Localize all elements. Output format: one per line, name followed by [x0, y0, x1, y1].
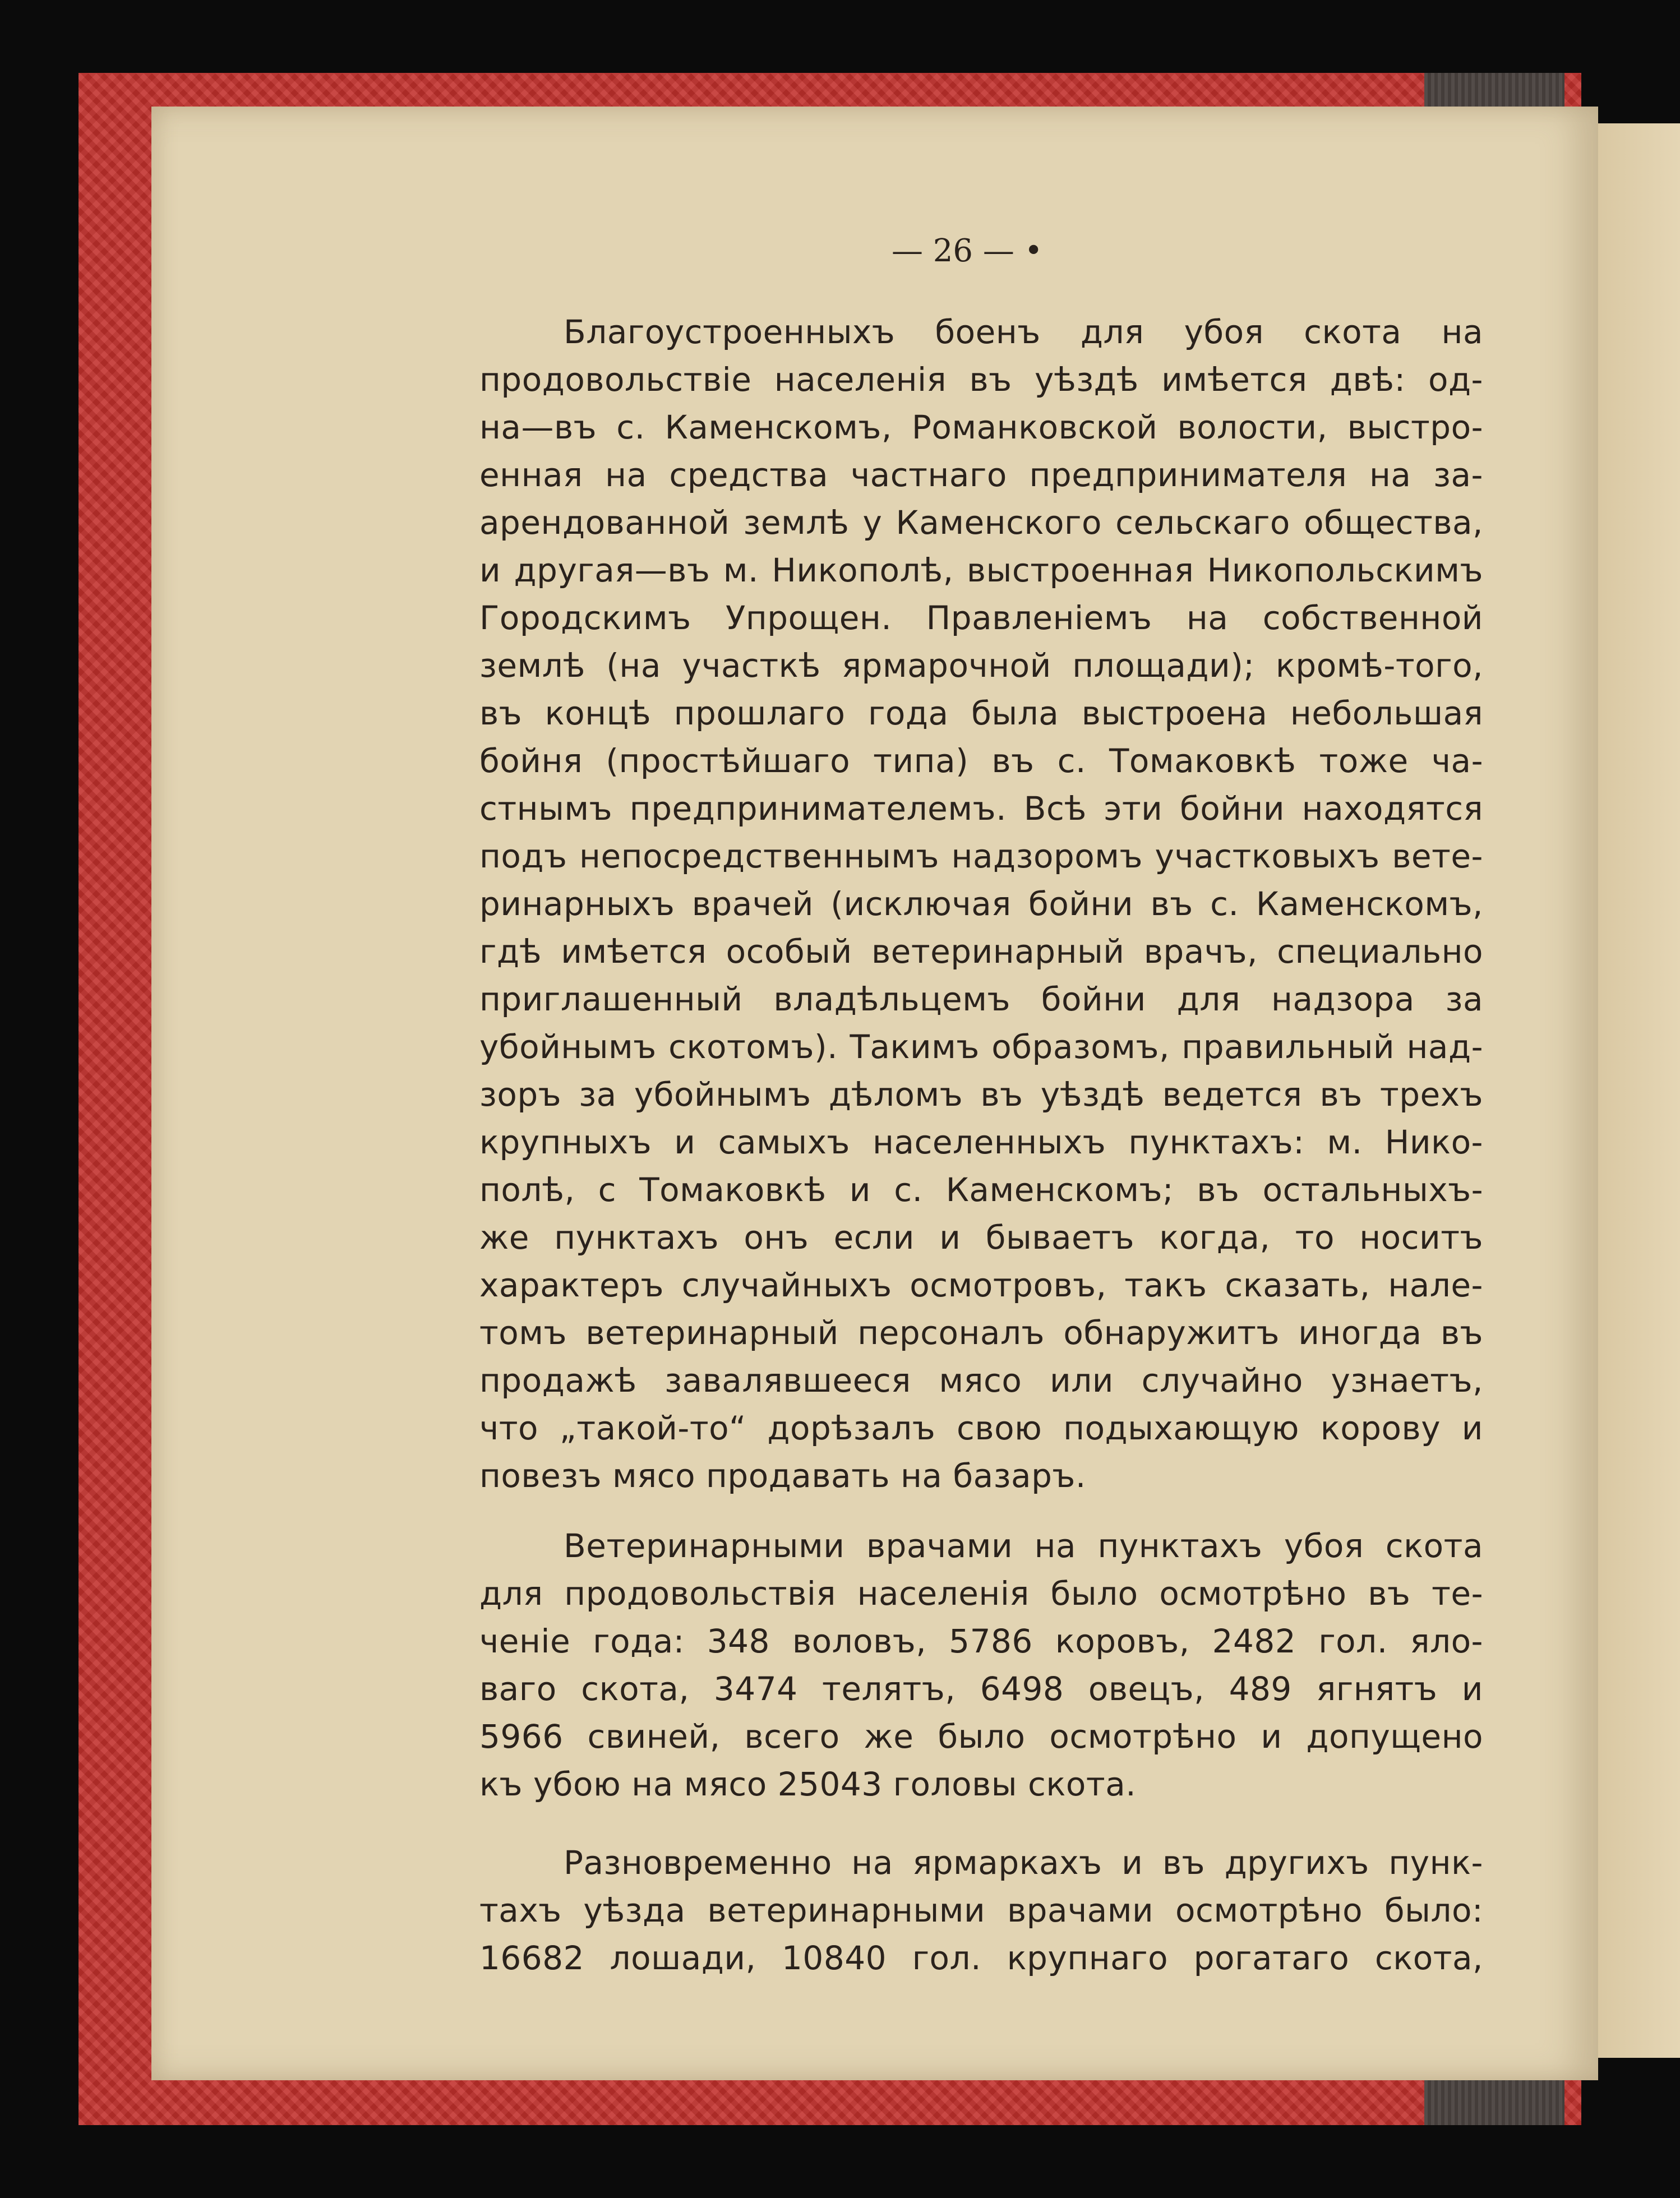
- text-line: землѣ (на участкѣ ярмарочной площади); кромѣ-того,: [479, 647, 1483, 685]
- text-line: томъ ветеринарный персоналъ обнаружитъ иногда въ: [479, 1314, 1483, 1352]
- text-line: къ убою на мясо 25043 головы скота.: [479, 1765, 1137, 1803]
- text-line: и другая—въ м. Никополѣ, выстроенная Никопольскимъ: [479, 551, 1483, 589]
- text-line: продовольствiе населенiя въ уѣздѣ имѣется двѣ: од-: [479, 361, 1483, 399]
- text-line: ваго скота, 3474 телятъ, 6498 овецъ, 489 ягнятъ и: [479, 1670, 1483, 1708]
- text-line: 16682 лошади, 10840 гол. крупнаго рогатаго скота,: [479, 1939, 1483, 1977]
- text-line: полѣ, с Томаковкѣ и с. Каменскомъ; въ остальныхъ-: [479, 1171, 1483, 1209]
- text-line: продажѣ завалявшееся мясо или случайно узнаетъ,: [479, 1361, 1483, 1400]
- text-line: ринарныхъ врачей (исключая бойни въ с. Каменскомъ,: [479, 885, 1483, 923]
- text-line: повезъ мясо продавать на базаръ.: [479, 1457, 1086, 1495]
- text-line: 5966 свиней, всего же было осмотрѣно и допущено: [479, 1717, 1483, 1756]
- text-line: что „такой-то“ дорѣзалъ свою подыхающую корову и: [479, 1409, 1483, 1447]
- text-line: на—въ с. Каменскомъ, Романковской волости, выстро-: [479, 408, 1483, 446]
- text-line: крупныхъ и самыхъ населенныхъ пунктахъ: м. Нико-: [479, 1123, 1483, 1161]
- text-line: характеръ случайныхъ осмотровъ, такъ сказать, нале-: [479, 1266, 1483, 1304]
- text-line: Ветеринарными врачами на пунктахъ убоя скота: [564, 1527, 1483, 1565]
- text-line: ченiе года: 348 воловъ, 5786 коровъ, 2482 гол. яло-: [479, 1622, 1483, 1660]
- text-line: зоръ за убойнымъ дѣломъ въ уѣздѣ ведется въ трехъ: [479, 1075, 1483, 1114]
- text-line: Разновременно на ярмаркахъ и въ другихъ пунк-: [564, 1844, 1483, 1882]
- page-number: — 26 — •: [892, 233, 1043, 269]
- text-line: стнымъ предпринимателемъ. Всѣ эти бойни находятся: [479, 789, 1483, 828]
- text-line: для продовольствiя населенiя было осмотрѣно въ те-: [479, 1574, 1483, 1613]
- text-line: же пунктахъ онъ если и бываетъ когда, то носитъ: [479, 1218, 1483, 1257]
- text-line: бойня (простѣйшаго типа) въ с. Томаковкѣ тоже ча-: [479, 742, 1483, 780]
- text-line: Городскимъ Упрощен. Правленiемъ на собственной: [479, 599, 1483, 637]
- text-line: тахъ уѣзда ветеринарными врачами осмотрѣно было:: [479, 1891, 1483, 1929]
- text-line: въ концѣ прошлаго года была выстроена небольшая: [479, 694, 1483, 732]
- text-line: арендованной землѣ у Каменского сельскаго общества,: [479, 504, 1483, 542]
- text-line: енная на средства частнаго предпринимателя на за-: [479, 456, 1483, 494]
- text-line: Благоустроенныхъ боенъ для убоя скота на: [564, 313, 1483, 351]
- text-line: подъ непосредственнымъ надзоромъ участковыхъ вете-: [479, 837, 1483, 875]
- text-line: гдѣ имѣется особый ветеринарный врачъ, специально: [479, 932, 1483, 971]
- text-line: приглашенный владѣльцемъ бойни для надзора за: [479, 980, 1483, 1018]
- text-line: убойнымъ скотомъ). Такимъ образомъ, правильный над-: [479, 1028, 1483, 1066]
